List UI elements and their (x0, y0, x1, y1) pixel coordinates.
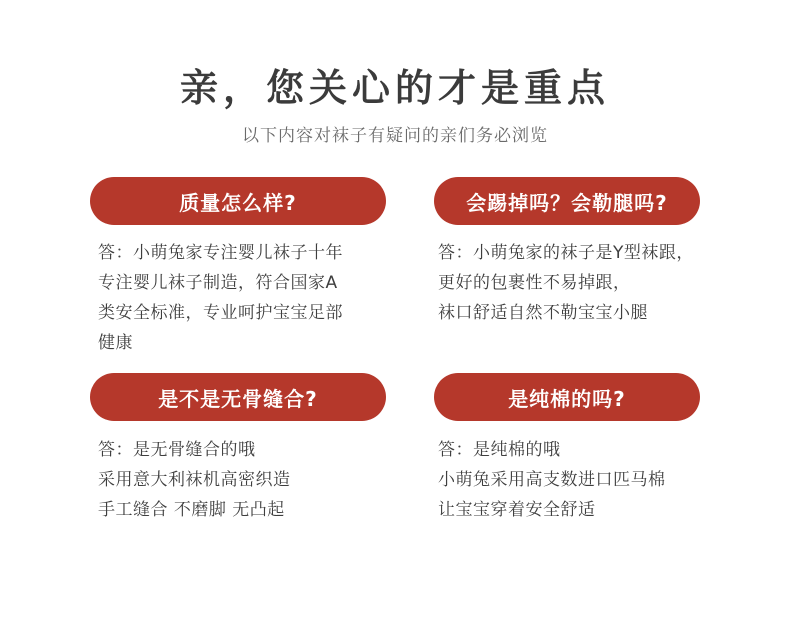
answer-line: 健康 (98, 333, 133, 353)
answer-line: 袜口舒适自然不勒宝宝小腿 (438, 303, 648, 323)
page-subtitle: 以下内容对袜子有疑问的亲们务必浏览 (242, 126, 548, 146)
answer-line: 专注婴儿袜子制造，符合国家A (98, 273, 338, 293)
answer-line: 答：是无骨缝合的哦 (98, 440, 256, 460)
answer-line: 答：是纯棉的哦 (438, 440, 561, 460)
faq-question-label: 是不是无骨缝合? (158, 386, 318, 411)
faq-cotton-question (434, 373, 700, 421)
page-title: 亲，您关心的才是重点 (179, 66, 610, 110)
faq-fit-answer (438, 238, 694, 328)
answer-line: 让宝宝穿着安全舒适 (438, 500, 596, 520)
faq-seamless-answer (98, 435, 291, 525)
answer-line: 类安全标准，专业呵护宝宝足部 (98, 303, 343, 323)
answer-line: 手工缝合 不磨脚 无凸起 (98, 500, 285, 520)
faq-question-label: 会踢掉吗？会勒腿吗? (466, 190, 668, 215)
answer-line: 小萌兔采用高支数进口匹马棉 (438, 470, 666, 490)
faq-quality-question (90, 177, 386, 225)
faq-fit-question (434, 177, 700, 225)
answer-line: 采用意大利袜机高密织造 (98, 470, 291, 490)
faq-question-label: 质量怎么样? (179, 190, 297, 215)
faq-question-label: 是纯棉的吗? (508, 386, 626, 411)
answer-line: 答：小萌兔家专注婴儿袜子十年 (98, 243, 343, 263)
faq-seamless-question (90, 373, 386, 421)
answer-line: 答：小萌兔家的袜子是Y型袜跟， (438, 243, 694, 263)
answer-line: 更好的包裹性不易掉跟， (438, 273, 631, 293)
faq-quality-answer (98, 238, 343, 358)
faq-cotton-answer (438, 435, 666, 525)
